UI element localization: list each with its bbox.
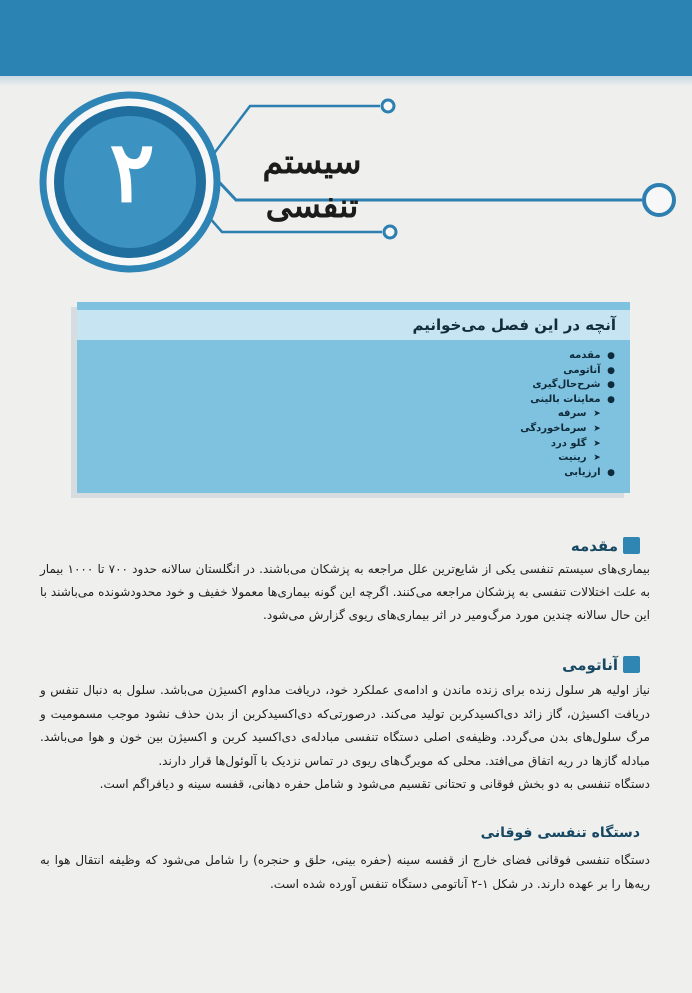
book-icon (623, 537, 640, 554)
connector-line-right (175, 183, 642, 200)
chapter-number: ۲ (109, 122, 155, 221)
list-item (318, 466, 618, 481)
section-title: مقدمه (570, 537, 618, 555)
paragraph-text: دستگاه تنفسی فوقانی فضای خارج از قفسه سینه (حفره بینی، حلق و حنجره) را شامل می‌شود که وظیفه انتقال هوا به ریه‌ها را بر عهده دارند. در شکل ۱-۲ آناتومی دستگاه تنفس آورده شده است. (40, 853, 650, 891)
section-title: دستگاه تنفسی فوقانی (480, 825, 640, 841)
intro-paragraph (40, 558, 650, 627)
list-item-label: ارزیابی (564, 466, 601, 478)
anatomy-paragraph (40, 679, 650, 797)
bullet-icon: ● (607, 394, 615, 405)
list-item-label: سرماخوردگی (520, 422, 587, 434)
list-item-label: شرح‌حال‌گیری (532, 379, 601, 391)
list-item-label: رینیت (558, 452, 587, 464)
list-item (318, 437, 618, 452)
bullet-icon: ● (607, 351, 615, 361)
chapter-title: سیستم تنفسی (262, 142, 362, 225)
arrow-icon: ➤ (593, 409, 601, 420)
section-heading-upper-respiratory (481, 821, 640, 845)
paragraph-text: بیماری‌های سیستم تنفسی یکی از شایع‌ترین علل مراجعه به پزشکان می‌باشند. در انگلستان سالانه حدود ۷۰۰ تا ۱۰۰۰ بیمار به علت اختلالات تنفسی به پزشکان مراجعه می‌کنند. اگرچه این گونه بیماری‌ها معمولا خفیف و خود محدودشونده می‌باشند با این حال سالانه چندین مورد مرگ‌ومیر در اثر بیماری‌های ریوی گزارش می‌شود. (40, 562, 650, 622)
list-item (318, 349, 618, 364)
arrow-icon: ➤ (593, 453, 601, 464)
list-item-label: گلو درد (550, 437, 587, 449)
contents-list (318, 349, 618, 480)
list-item-label: آناتومی (563, 364, 601, 376)
list-item (318, 451, 618, 466)
connector-dot-bottom (384, 226, 396, 238)
bullet-icon: ● (607, 365, 615, 376)
arrow-icon: ➤ (593, 423, 601, 434)
contents-title: آنچه در این فصل می‌خوانیم (412, 316, 616, 334)
person-icon (623, 656, 640, 673)
top-color-band (0, 0, 692, 76)
paragraph-text: دستگاه تنفسی به دو بخش فوقانی و تحتانی تقسیم می‌شود و شامل حفره دهانی، قفسه سینه و دیافراگم است. (99, 777, 650, 791)
paragraph-text: نیاز اولیه هر سلول زنده برای زنده ماندن و ادامه‌ی عملکرد خود، دریافت مداوم اکسیژن می‌باشد. سلول به دنبال تنفس و دریافت اکسیژن، گاز زائد دی‌اکسیدکربن تولید می‌کند. درصورتی‌که دی‌اکسیدکربن از بدن حذف نشود موجب مسمومیت و مرگ سلول‌های بدن می‌گردد. وظیفه‌ی اصلی دستگاه تنفسی مبادله‌ی دی‌اکسید کربن و اکسیژن بین خون و هوا می‌باشد. مبادله گازها در ریه اتفاق می‌افتد. محلی که مویرگ‌های ریوی در تماس نزدیک با آلوئول‌ها قرار دارند. (40, 683, 650, 768)
section-heading-anatomy (562, 653, 640, 677)
bullet-icon: ● (607, 380, 615, 391)
chapter-contents-box (77, 302, 630, 493)
list-item (318, 393, 618, 408)
connector-ring-right (644, 185, 674, 215)
list-item (318, 378, 618, 393)
contents-header (77, 310, 630, 340)
list-item (318, 422, 618, 437)
bullet-icon: ● (607, 467, 615, 478)
list-item-label: سرفه (557, 408, 587, 420)
arrow-icon: ➤ (593, 438, 601, 449)
list-item-label: معاینات بالینی (530, 393, 601, 405)
list-item (318, 407, 618, 422)
upper-respiratory-paragraph (40, 848, 650, 896)
connector-dot-top (382, 100, 394, 112)
section-title: آناتومی (562, 656, 618, 674)
list-item (318, 364, 618, 379)
list-item-label: مقدمه (569, 350, 601, 361)
section-heading-intro (571, 534, 640, 558)
